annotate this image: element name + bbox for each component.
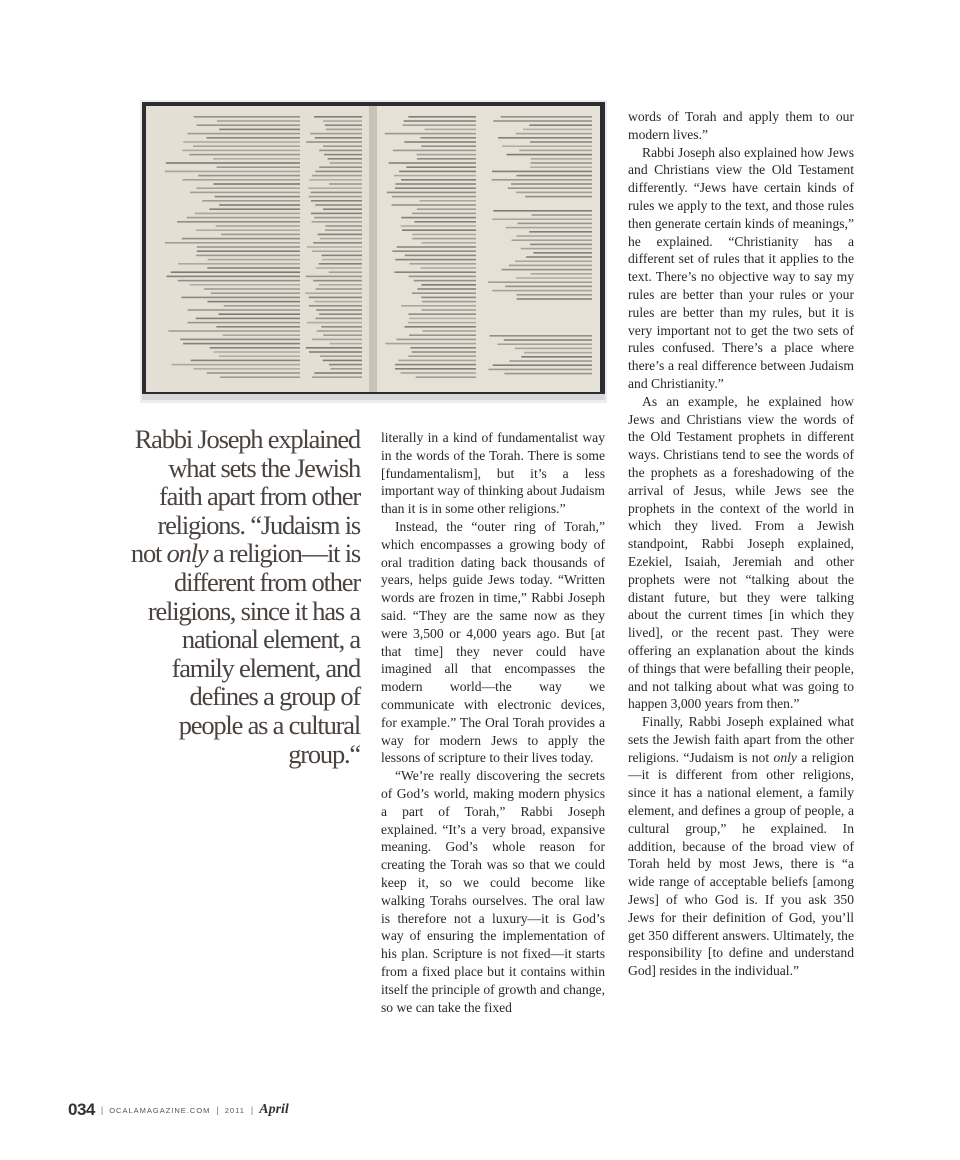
text-line <box>385 133 476 135</box>
text-line <box>330 368 362 370</box>
text-line <box>306 141 362 143</box>
text-line <box>208 301 301 303</box>
text-line <box>214 351 300 353</box>
text-line <box>180 339 300 341</box>
text-line <box>425 129 476 131</box>
text-line <box>422 330 476 332</box>
text-line <box>518 223 593 225</box>
text-line <box>314 116 362 118</box>
text-line <box>401 179 476 181</box>
text-line <box>395 187 476 189</box>
text-line <box>406 166 476 168</box>
text-line <box>188 322 300 324</box>
text-line <box>172 364 300 366</box>
text-line <box>408 116 476 118</box>
text-line <box>498 137 592 139</box>
text-line <box>419 200 476 202</box>
text-line <box>320 355 362 357</box>
text-line <box>207 372 300 374</box>
text-line <box>309 179 362 181</box>
footer-separator: | <box>100 1105 104 1115</box>
text-line <box>395 364 476 366</box>
text-line <box>421 137 477 139</box>
text-line <box>523 129 592 131</box>
text-line <box>492 290 592 292</box>
text-line <box>404 141 476 143</box>
text-line <box>393 150 476 152</box>
text-line <box>405 255 476 257</box>
text-line <box>311 192 362 194</box>
text-line <box>401 372 477 374</box>
text-line <box>320 238 362 240</box>
text-line <box>312 221 362 223</box>
text-line <box>316 288 362 290</box>
text-line <box>216 326 300 328</box>
text-line <box>197 250 300 252</box>
text-line <box>220 376 300 378</box>
text-line <box>309 305 362 307</box>
text-line <box>525 196 592 198</box>
text-line <box>526 256 592 258</box>
text-line <box>516 235 592 237</box>
paragraph-text: Finally, Rabbi Joseph explained what sets the Jewish faith apart from the other religions. “Judaism is not <box>628 714 854 765</box>
text-line <box>196 255 300 257</box>
text-line <box>193 145 300 147</box>
text-line <box>171 271 300 273</box>
text-line <box>414 280 476 282</box>
text-line <box>312 175 362 177</box>
text-line <box>307 322 362 324</box>
text-line <box>312 250 362 252</box>
text-line <box>395 368 476 370</box>
text-line <box>326 129 362 131</box>
text-line <box>517 294 592 296</box>
text-line <box>509 265 592 267</box>
text-line <box>325 225 362 227</box>
text-line <box>182 238 300 240</box>
text-line <box>504 339 592 341</box>
text-line <box>412 292 476 294</box>
text-line <box>224 305 300 307</box>
text-line <box>398 360 476 362</box>
text-line <box>305 292 362 294</box>
text-line <box>308 187 362 189</box>
text-line <box>515 260 592 262</box>
text-line <box>319 263 362 265</box>
text-line <box>493 364 592 366</box>
text-line <box>311 213 362 215</box>
text-line <box>492 179 592 181</box>
text-line <box>329 183 362 185</box>
text-line <box>516 277 592 279</box>
text-line <box>504 373 592 375</box>
text-line <box>516 133 592 135</box>
text-line <box>408 322 476 324</box>
text-line <box>219 204 300 206</box>
text-line <box>217 120 300 122</box>
text-line <box>509 360 592 362</box>
text-line <box>216 225 300 227</box>
text-line <box>399 171 476 173</box>
text-line <box>214 183 301 185</box>
text-line <box>312 339 362 341</box>
text-line <box>519 150 592 152</box>
text-line <box>183 141 300 143</box>
text-line <box>311 200 362 202</box>
text-line <box>389 162 476 164</box>
text-line <box>412 213 476 215</box>
paragraph-text: a religion—it is different from other religions, since it has a national element, a family element, and defines a group of people, a cultural group,” he explained. In addition, because of the broad view of Torah held by most Jews, there is “a wide range of acceptable beliefs [among Jews] of who God is. If you ask 350 Jews for their definition of God, you’ll get 350 different answers. Ultimately, the responsibility [to define and understand God] resides in the individual.” <box>628 749 854 979</box>
text-line <box>412 238 476 240</box>
text-line <box>532 214 593 216</box>
text-line <box>321 326 362 328</box>
text-line <box>501 116 592 118</box>
paragraph-emphasis: only <box>773 749 797 765</box>
text-line <box>417 288 476 290</box>
paragraph: Rabbi Joseph also explained how Jews and Christians view the Old Testament differently. “Jews have certain kinds of rules we apply to the text, and those rules then generate certain kinds of meanings,” he explained. “Christianity has a different set of rules that it applies to the text. There’s no objective way to say my rules are better than your rules or your rules are better than my rules, but it is very important not to get the two sets of rules confused. There’s a place where there’s a real difference between Judaism and Christianity.” <box>628 144 854 391</box>
paragraph: As an example, he explained how Jews and Christians view the words of the Old Testament prophets in different ways. Christians tend to see the words of the prophets as a foreshadowing of the arrival of Jesus, while Jews see the prophets in the context of the world in which they lived. From a Jewish standpoint, Rabbi Joseph explained, Ezekiel, Isaiah, Jeremiah and other prophets were not “talking about the distant future, but they were talking about the current times [in which they lived], or the recent past. They were offering an explanation about the kinds of things that were befalling their people, and not talking about what was going to happen 3,000 years from then.” <box>628 393 854 712</box>
text-line <box>530 141 592 143</box>
text-line <box>223 334 300 336</box>
text-line <box>408 355 476 357</box>
text-line <box>191 360 300 362</box>
text-line <box>417 154 476 156</box>
text-line <box>190 192 300 194</box>
text-line <box>395 259 476 261</box>
article-column-middle <box>381 429 605 1016</box>
text-line <box>416 376 476 378</box>
text-line <box>193 368 300 370</box>
text-line <box>516 192 592 194</box>
text-line <box>330 343 362 345</box>
text-line <box>492 218 592 220</box>
text-line <box>182 150 300 152</box>
text-line <box>515 348 592 350</box>
pull-quote <box>128 425 360 768</box>
text-line <box>317 330 362 332</box>
text-line <box>328 158 362 160</box>
text-line <box>323 360 362 362</box>
text-line <box>508 187 592 189</box>
text-line <box>190 284 300 286</box>
text-line <box>411 347 477 349</box>
text-line <box>177 221 300 223</box>
page-number: 034 <box>68 1100 95 1119</box>
text-line <box>325 124 362 126</box>
text-line <box>313 242 362 244</box>
text-line <box>421 267 476 269</box>
text-line <box>166 162 300 164</box>
paragraph: “We’re really discovering the secrets of God’s world, making modern physics a part of Torah,” Rabbi Joseph explained. “It’s a very broad, expansive meaning. God’s whole reason for creating the Torah was so that we could keep it, so we could become like walking Torahs ourselves. The oral law is therefore not a luxury—it is God’s way of ensuring the implementation of his plan. Scripture is not fixed—it starts from a fixed place but it contains within itself the principle of growth and change, so we can take the fixed <box>381 768 605 1015</box>
text-line <box>408 313 476 315</box>
text-line <box>421 145 476 147</box>
text-line <box>314 301 362 303</box>
text-line <box>329 271 362 273</box>
text-line <box>402 229 476 231</box>
text-line <box>421 297 476 299</box>
text-line <box>417 158 476 160</box>
text-line <box>493 120 592 122</box>
footer-separator: | <box>216 1105 219 1115</box>
text-line <box>195 213 300 215</box>
text-line <box>397 246 476 248</box>
text-line <box>385 343 476 345</box>
text-line <box>309 297 362 299</box>
paragraph <box>628 713 854 980</box>
text-line <box>198 175 300 177</box>
text-line <box>401 225 477 227</box>
text-line <box>493 210 592 212</box>
text-line <box>319 150 362 152</box>
text-line <box>531 158 592 160</box>
text-line <box>517 298 592 300</box>
text-line <box>313 280 362 282</box>
text-line <box>394 271 476 273</box>
text-line <box>502 145 592 147</box>
text-line <box>502 269 592 271</box>
text-line <box>505 286 592 288</box>
paragraph: words of Torah and apply them to our modern lives.” <box>628 109 854 142</box>
text-line <box>422 242 476 244</box>
text-line <box>323 334 362 336</box>
text-line <box>490 335 593 337</box>
text-line <box>323 145 362 147</box>
text-line <box>219 129 300 131</box>
text-line <box>319 284 362 286</box>
text-line <box>488 281 592 283</box>
text-line <box>322 259 362 261</box>
text-line <box>306 347 362 349</box>
website-link[interactable]: OCALAMAGAZINE.COM <box>109 1105 211 1115</box>
text-line <box>401 217 476 219</box>
text-line <box>189 154 300 156</box>
issue-month: April <box>259 1102 289 1117</box>
pull-quote-emphasis: only <box>166 538 208 569</box>
text-line <box>405 326 477 328</box>
text-line <box>215 196 300 198</box>
text-line <box>529 231 592 233</box>
text-line <box>533 252 592 254</box>
text-line <box>394 175 476 177</box>
text-line <box>521 248 592 250</box>
text-line <box>314 372 362 374</box>
page-footer <box>68 1098 289 1122</box>
text-line <box>489 369 593 371</box>
text-line <box>168 330 300 332</box>
text-line <box>165 242 300 244</box>
text-line <box>512 239 593 241</box>
text-line <box>309 351 362 353</box>
text-line <box>210 347 300 349</box>
footer-separator: | <box>250 1105 254 1115</box>
text-line <box>521 356 592 358</box>
text-line <box>319 313 362 315</box>
text-line <box>409 276 476 278</box>
open-book-illustration <box>140 100 607 403</box>
pull-quote-text-2: a religion—it is different from other religions, since it has a national element, a family element, and defines a group of people as a cultural group.“ <box>147 538 360 769</box>
text-line <box>183 343 300 345</box>
text-line <box>324 154 362 156</box>
text-line <box>209 208 300 210</box>
text-line <box>204 288 300 290</box>
text-line <box>182 179 300 181</box>
text-line <box>219 355 300 357</box>
text-line <box>403 124 476 126</box>
text-line <box>165 171 300 173</box>
text-line <box>410 263 477 265</box>
text-line <box>392 250 476 252</box>
text-line <box>395 183 476 185</box>
text-line <box>497 343 592 345</box>
text-line <box>329 364 362 366</box>
text-line <box>506 227 592 229</box>
text-line <box>178 263 300 265</box>
text-line <box>412 234 476 236</box>
text-line <box>492 171 592 173</box>
text-line <box>316 318 363 320</box>
text-line <box>196 187 300 189</box>
text-line <box>315 137 362 139</box>
text-line <box>409 334 476 336</box>
text-line <box>178 280 300 282</box>
text-line <box>404 120 476 122</box>
text-line <box>307 246 362 248</box>
text-line <box>524 352 592 354</box>
text-line <box>422 301 476 303</box>
text-line <box>330 162 362 164</box>
text-line <box>194 116 300 118</box>
text-line <box>213 158 300 160</box>
text-line <box>208 259 300 261</box>
paragraph: literally in a kind of fundamentalist way in the words of the Torah. There is some [fundamentalism], but it’s a less important way of thinking about Judaism than it is in some other religions.” <box>381 430 605 517</box>
text-line <box>530 166 592 168</box>
text-line <box>316 267 362 269</box>
text-line <box>221 234 300 236</box>
text-line <box>396 339 476 341</box>
text-line <box>511 183 592 185</box>
text-line <box>322 255 363 257</box>
text-line <box>187 217 300 219</box>
text-line <box>315 204 362 206</box>
text-line <box>531 162 592 164</box>
text-line <box>167 276 301 278</box>
text-line <box>392 204 477 206</box>
article-column-right <box>628 108 854 980</box>
text-line <box>414 221 476 223</box>
text-line <box>412 351 476 353</box>
text-line <box>211 292 300 294</box>
text-line <box>202 200 300 202</box>
text-line <box>314 217 362 219</box>
text-line <box>323 208 362 210</box>
text-line <box>188 309 300 311</box>
text-line <box>323 120 362 122</box>
text-line <box>401 305 476 307</box>
text-line <box>196 229 300 231</box>
text-line <box>421 309 476 311</box>
text-line <box>409 318 476 320</box>
text-line <box>507 154 593 156</box>
text-line <box>417 208 476 210</box>
text-line <box>316 309 362 311</box>
text-line <box>421 284 476 286</box>
text-line <box>529 124 592 126</box>
text-line <box>325 229 362 231</box>
text-line <box>315 171 362 173</box>
issue-year: 2011 <box>224 1105 245 1115</box>
torah-book-photo <box>140 100 607 403</box>
text-line <box>319 166 362 168</box>
text-line <box>206 137 300 139</box>
text-line <box>531 273 592 275</box>
text-line <box>306 276 362 278</box>
text-line <box>530 244 592 246</box>
pull-quote-text-1: Rabbi Joseph explained what sets the Jewish faith apart from other religions. “Judaism is not <box>130 424 360 569</box>
text-line <box>387 192 476 194</box>
text-line <box>318 234 362 236</box>
text-line <box>312 376 362 378</box>
text-line <box>207 267 300 269</box>
text-line <box>217 166 300 168</box>
text-line <box>516 175 592 177</box>
text-line <box>310 133 362 135</box>
text-line <box>182 297 301 299</box>
text-line <box>196 318 300 320</box>
paragraph: Instead, the “outer ring of Torah,” which encompasses a growing body of oral tradition dating back thousands of years, helps guide Jews today. “Written words are frozen in time,” Rabbi Joseph said. “They are the same now as they were 3,500 or 4,000 years ago. But [at that time] they never could have imagined all that encompasses the modern world—the way we communicate with electronic devices, for example.” The Oral Torah provides a way for modern Jews to apply the lessons of scripture to their lives today. <box>381 518 605 766</box>
text-line <box>188 133 301 135</box>
text-line <box>219 313 301 315</box>
text-line <box>197 246 300 248</box>
text-line <box>392 196 476 198</box>
text-line <box>197 124 300 126</box>
text-line <box>309 196 362 198</box>
